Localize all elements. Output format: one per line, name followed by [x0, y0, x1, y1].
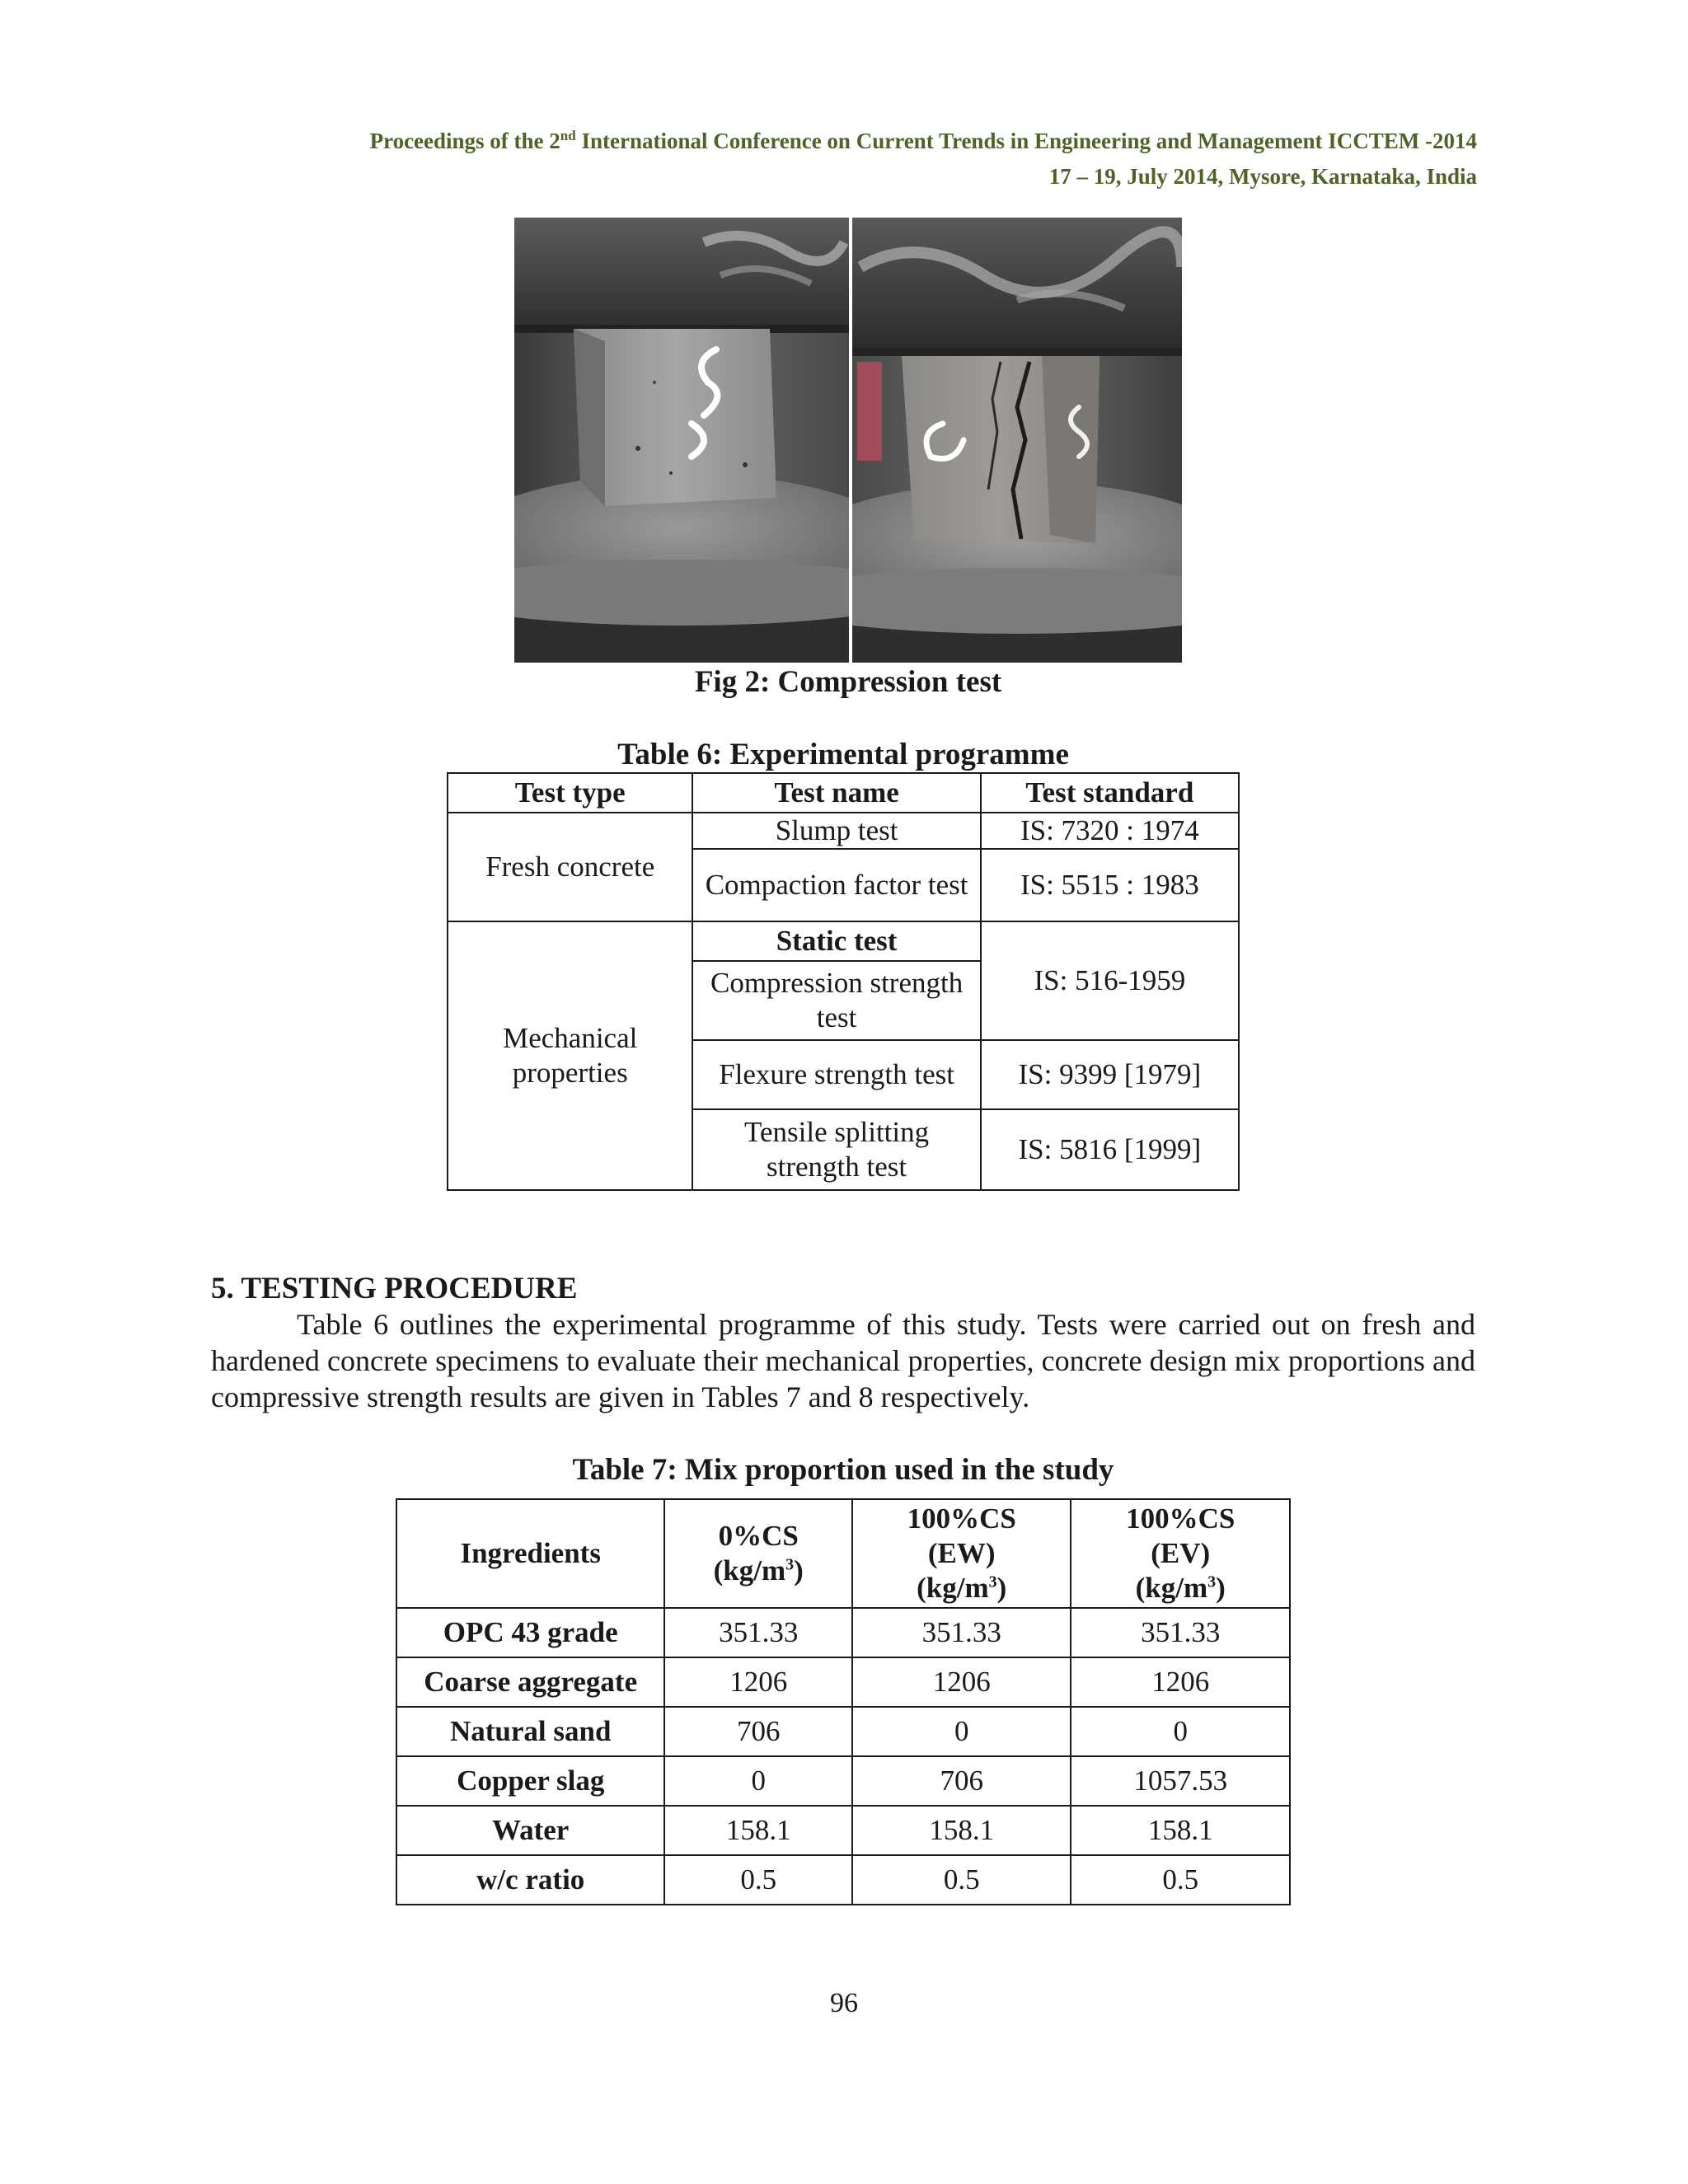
table-row [396, 1499, 1290, 1608]
table7-caption: Table 7: Mix proportion used in the study [572, 1453, 1114, 1487]
figure-caption: Fig 2: Compression test [694, 665, 1002, 699]
header-line-1: Proceedings of the 2nd International Conference on Current Trends in Engineering and Management ICCTEM -2014 [369, 128, 1477, 153]
value-cell: 0.5 [852, 1855, 1071, 1905]
test-standard-compaction: IS: 5515 : 1983 [981, 849, 1239, 921]
table-row [448, 921, 1239, 961]
table6-header-test-type: Test type [448, 773, 692, 813]
table7-header-0cs: 0%CS $(kg/m^3)$ [664, 1499, 852, 1608]
header-line-2: 17 – 19, July 2014, Mysore, Karnataka, India [1048, 164, 1477, 189]
test-name-compaction: Compaction factor test [692, 849, 980, 921]
table7-header-100cs-ew: 100%CS (EW) $(kg/m^3)$ [852, 1499, 1071, 1608]
value-cell: 158.1 [664, 1806, 852, 1855]
table-row [396, 1657, 1290, 1707]
value-cell: 0.5 [664, 1855, 852, 1905]
table6-experimental-programme [447, 772, 1240, 1191]
value-cell: 1206 [1071, 1657, 1290, 1707]
table-row [396, 1806, 1290, 1855]
test-standard-slump: IS: 7320 : 1974 [981, 813, 1239, 849]
test-name-static-heading: Static test [692, 921, 980, 961]
body-paragraph: Table 6 outlines the experimental programme of this study. Tests were carried out on fresh and hardened concrete specimens to evaluate their mechanical properties, concrete design mix proportions and compressive strength results are given in Tables 7 and 8 respectively. [211, 1308, 1475, 1413]
page-number: 96 [830, 1988, 858, 2018]
value-cell: 1057.53 [1071, 1756, 1290, 1806]
value-cell: 0 [664, 1756, 852, 1806]
ingredient-name: Water [396, 1806, 664, 1855]
table-row [396, 1608, 1290, 1657]
value-cell: 158.1 [1071, 1806, 1290, 1855]
table7-header-100cs-ev: 100%CS (EV) $(kg/m^3)$ [1071, 1499, 1290, 1608]
value-cell: 158.1 [852, 1806, 1071, 1855]
section-heading: 5. TESTING PROCEDURE [211, 1272, 578, 1305]
photo-uncracked-cube [514, 218, 849, 663]
table6-caption: Table 6: Experimental programme [617, 738, 1069, 771]
table-row [448, 773, 1239, 813]
table6-header-test-name: Test name [692, 773, 980, 813]
ingredient-name: Copper slag [396, 1756, 664, 1806]
ingredient-name: OPC 43 grade [396, 1608, 664, 1657]
value-cell: 0 [852, 1707, 1071, 1756]
table-row [396, 1855, 1290, 1905]
ingredient-name: Coarse aggregate [396, 1657, 664, 1707]
table6-header-test-standard: Test standard [981, 773, 1239, 813]
value-cell: 351.33 [852, 1608, 1071, 1657]
table7-header-ingredients: Ingredients [396, 1499, 664, 1608]
ingredient-name: w/c ratio [396, 1855, 664, 1905]
photo-cracked-cube [852, 218, 1182, 663]
value-cell: 1206 [664, 1657, 852, 1707]
test-standard-tensile: IS: 5816 [1999] [981, 1109, 1239, 1190]
test-standard-compression: IS: 516-1959 [981, 921, 1239, 1040]
ingredient-name: Natural sand [396, 1707, 664, 1756]
table-row [448, 813, 1239, 849]
figure-compression-test [514, 218, 1182, 663]
table-row [396, 1707, 1290, 1756]
test-name-tensile: Tensile splitting strength test [692, 1109, 980, 1190]
value-cell: 351.33 [1071, 1608, 1290, 1657]
table-row [396, 1756, 1290, 1806]
table7-mix-proportion [396, 1498, 1291, 1905]
test-name-flexure: Flexure strength test [692, 1040, 980, 1109]
test-name-compression: Compression strength test [692, 961, 980, 1040]
value-cell: 706 [852, 1756, 1071, 1806]
value-cell: 1206 [852, 1657, 1071, 1707]
value-cell: 706 [664, 1707, 852, 1756]
value-cell: 0 [1071, 1707, 1290, 1756]
test-type-fresh-concrete: Fresh concrete [448, 813, 692, 921]
test-name-slump: Slump test [692, 813, 980, 849]
value-cell: 0.5 [1071, 1855, 1290, 1905]
value-cell: 351.33 [664, 1608, 852, 1657]
running-header [158, 124, 1477, 194]
test-standard-flexure: IS: 9399 [1979] [981, 1040, 1239, 1109]
test-type-mechanical-properties: Mechanical properties [448, 921, 692, 1190]
